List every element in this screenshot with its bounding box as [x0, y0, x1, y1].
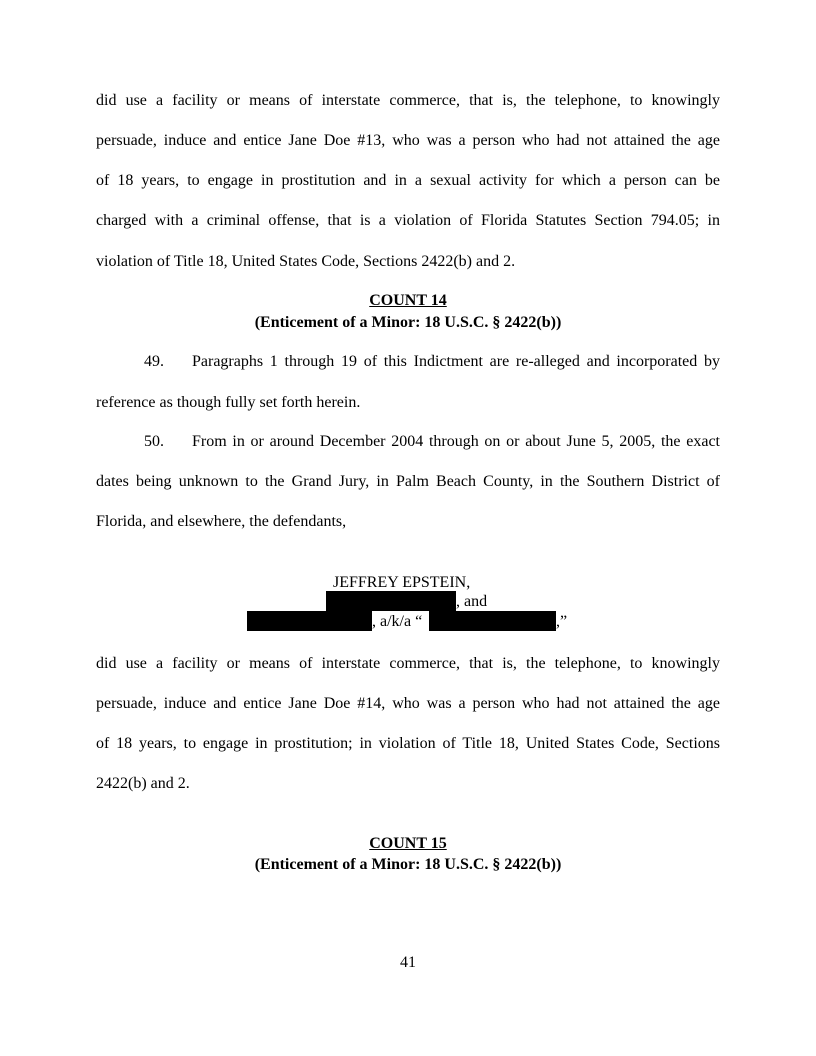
body-line: violation of Title 18, United States Code, Sections 2422(b) and 2. [96, 253, 516, 270]
defendant-name: JEFFREY EPSTEIN, [333, 574, 471, 591]
body-line: did use a facility or means of interstate commerce, that is, the telephone, to knowingly [96, 92, 720, 109]
body-line: of 18 years, to engage in prostitution and in a sexual activity for which a person can be [96, 172, 720, 189]
paragraph-number: 50. [144, 433, 164, 450]
defendant-connector: , and [456, 593, 488, 610]
aka-label: , a/k/a “ [372, 613, 423, 630]
paragraph-49-line [96, 351, 720, 373]
redaction-bar [247, 611, 372, 631]
body-line: did use a facility or means of interstate commerce, that is, the telephone, to knowingly [96, 655, 720, 672]
aka-closing: ,” [556, 613, 568, 630]
body-line: charged with a criminal offense, that is a violation of Florida Statutes Section 794.05; in [96, 212, 720, 229]
count-15-title: COUNT 15 [369, 835, 447, 852]
count-14-subtitle: (Enticement of a Minor: 18 U.S.C. § 2422(b)) [254, 314, 562, 331]
paragraph-49-line: reference as though fully set forth herein. [96, 394, 361, 411]
paragraph-text: Paragraphs 1 through 19 of this Indictment are re-alleged and incorporated by [192, 353, 720, 370]
body-line: persuade, induce and entice Jane Doe #13, who was a person who had not attained the age [96, 132, 720, 149]
body-line: of 18 years, to engage in prostitution; in violation of Title 18, United States Code, Sections [96, 735, 720, 752]
count-15-subtitle: (Enticement of a Minor: 18 U.S.C. § 2422(b)) [254, 856, 562, 873]
paragraph-50-line: dates being unknown to the Grand Jury, in Palm Beach County, in the Southern District of [96, 473, 720, 490]
count-14-title: COUNT 14 [369, 292, 447, 309]
redaction-bar [326, 591, 456, 611]
body-line: 2422(b) and 2. [96, 775, 190, 792]
paragraph-text: From in or around December 2004 through on or about June 5, 2005, the exact [192, 433, 720, 450]
paragraph-50-line [96, 431, 720, 453]
paragraph-number: 49. [144, 353, 164, 370]
page-number: 41 [400, 954, 416, 971]
body-line: persuade, induce and entice Jane Doe #14, who was a person who had not attained the age [96, 695, 720, 712]
redaction-bar [429, 611, 556, 631]
paragraph-50-line: Florida, and elsewhere, the defendants, [96, 513, 347, 530]
